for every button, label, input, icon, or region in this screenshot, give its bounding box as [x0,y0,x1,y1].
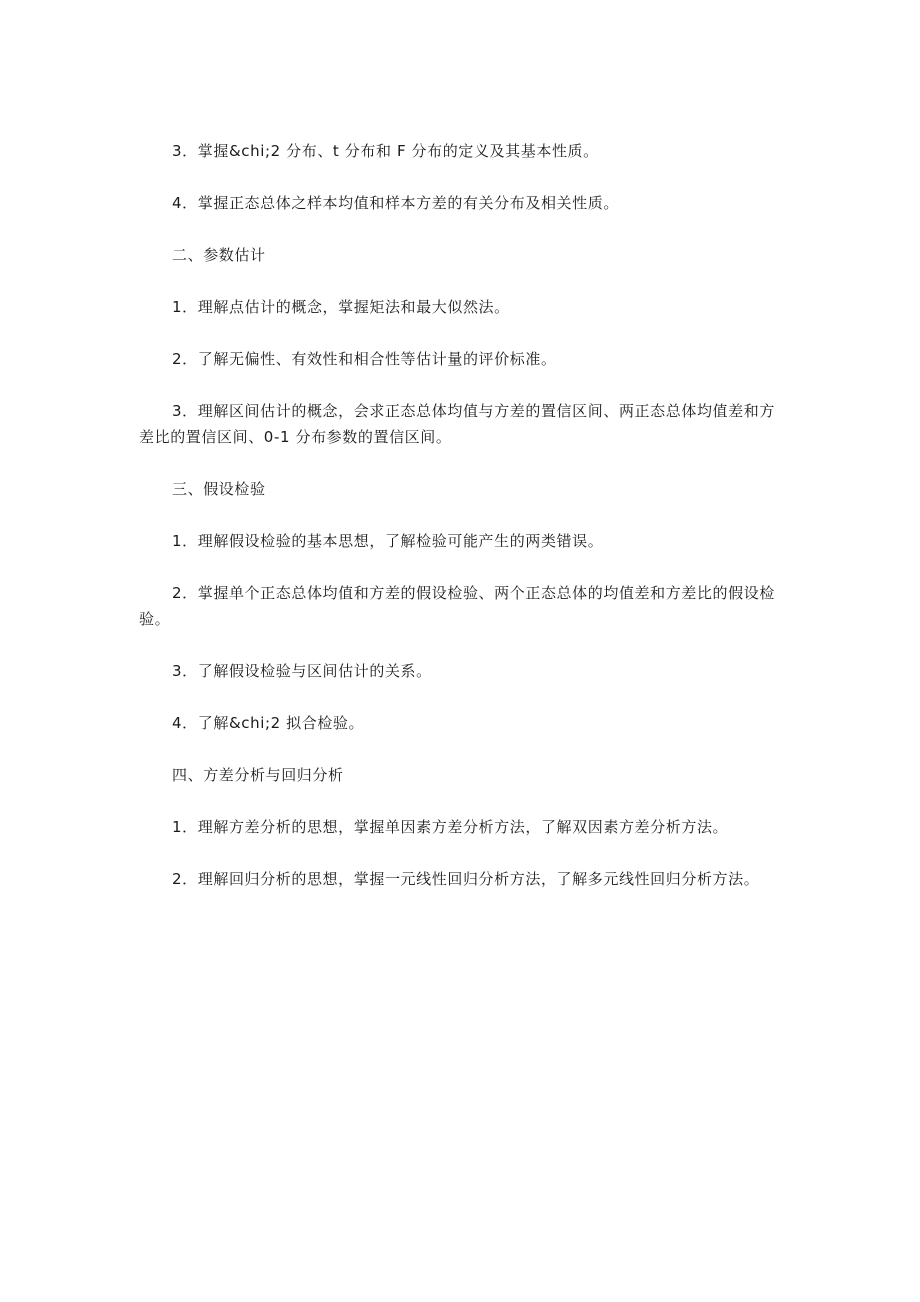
item-chi2-t-f-distributions: 3．掌握&chi;2 分布、t 分布和 F 分布的定义及其基本性质。 [172,142,599,160]
section-heading-parameter-estimation: 二、参数估计 [172,246,266,264]
item-estimator-criteria: 2．了解无偏性、有效性和相合性等估计量的评价标准。 [172,350,557,368]
item-anova: 1．理解方差分析的思想，掌握单因素方差分析方法，了解双因素方差分析方法。 [172,818,729,836]
item-hypothesis-testing-idea: 1．理解假设检验的基本思想，了解检验可能产生的两类错误。 [172,532,604,550]
section-heading-anova-regression: 四、方差分析与回归分析 [172,766,344,784]
item-normal-sample-distributions: 4．掌握正态总体之样本均值和样本方差的有关分布及相关性质。 [172,194,619,212]
item-interval-estimation: 3．理解区间估计的概念，会求正态总体均值与方差的置信区间、两正态总体均值差和方差比的置信区间、0-1 分布参数的置信区间。 [139,402,775,446]
section-heading-hypothesis-testing: 三、假设检验 [172,480,266,498]
item-testing-vs-interval: 3．了解假设检验与区间估计的关系。 [172,662,432,680]
item-regression: 2．理解回归分析的思想，掌握一元线性回归分析方法，了解多元线性回归分析方法。 [172,870,760,888]
item-chi2-goodness-of-fit: 4．了解&chi;2 拟合检验。 [172,714,365,732]
document-body [139,138,789,918]
item-normal-hypothesis-tests: 2．掌握单个正态总体均值和方差的假设检验、两个正态总体的均值差和方差比的假设检验。 [139,584,775,628]
item-point-estimation: 1．理解点估计的概念，掌握矩法和最大似然法。 [172,298,510,316]
